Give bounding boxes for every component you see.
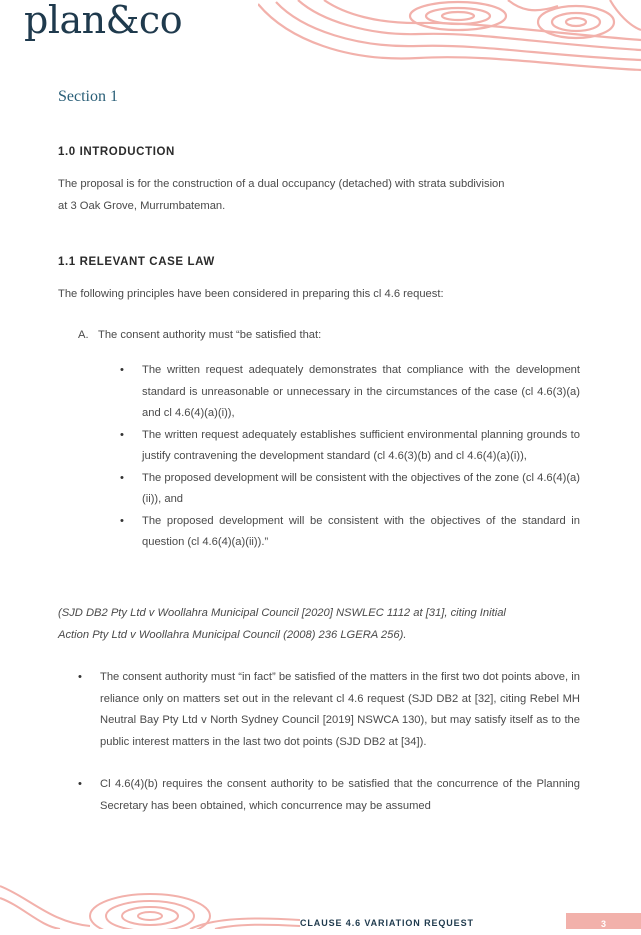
page-number: 3 xyxy=(566,913,641,929)
intro-paragraph xyxy=(58,174,584,217)
list-item: • The proposed development will be consistent with the objectives of the standard in question (cl 4.6(4)(a)(ii)).” xyxy=(120,511,580,554)
section-label: Section 1 xyxy=(58,88,118,105)
citation-line-2: Action Pty Ltd v Woollahra Municipal Council (2008) 236 LGERA 256). xyxy=(58,628,407,641)
list-item: • The consent authority must “in fact” be satisfied of the matters in the first two dot points above, in reliance only on matters set out in the relevant cl 4.6 request (SJD DB2 at [32], citing Rebel MH Neutral Bay Pty Ltd v North Sydney Council [2019] NSWCA 130), but may satisfy itself as to the public interest matters in the last two dot points (SJD DB2 at [34]). xyxy=(78,667,580,753)
list-marker: A. xyxy=(78,329,89,341)
case-law-heading: 1.1 RELEVANT CASE LAW xyxy=(58,256,215,268)
topographic-contour-decoration xyxy=(258,0,641,72)
intro-heading: 1.0 INTRODUCTION xyxy=(58,146,175,158)
footer-title: CLAUSE 4.6 VARIATION REQUEST xyxy=(300,918,474,928)
intro-line-1: The proposal is for the construction of a dual occupancy (detached) with strata subdivision xyxy=(58,178,505,190)
list-item-text: The consent authority must “be satisfied that: xyxy=(98,329,322,341)
citation-line-1: (SJD DB2 Pty Ltd v Woollahra Municipal Council [2020] NSWLEC 1112 at [31], citing Initial xyxy=(58,607,506,619)
sub-bullet-list xyxy=(120,360,580,554)
list-item-a xyxy=(78,329,321,341)
list-item: • The written request adequately demonstrates that compliance with the development standard is unreasonable or unnecessary in the circumstances of the case (cl 4.6(3)(a) and cl 4.6(4)(a)(i)), xyxy=(120,360,580,425)
list-item: • The proposed development will be consistent with the objectives of the zone (cl 4.6(4)(a)(ii)), and xyxy=(120,468,580,511)
intro-line-2: at 3 Oak Grove, Murrumbateman. xyxy=(58,199,226,212)
list-item: • Cl 4.6(4)(b) requires the consent authority to be satisfied that the concurrence of the Planning Secretary has been obtained, which concurrence may be assumed xyxy=(78,774,580,817)
list-item: • The written request adequately establishes sufficient environmental planning grounds to justify contravening the development standard (cl 4.6(3)(b) and cl 4.6(4)(a)(i)), xyxy=(120,425,580,468)
main-bullet-list xyxy=(78,667,580,817)
case-law-lead: The following principles have been considered in preparing this cl 4.6 request: xyxy=(58,288,444,300)
topographic-contour-decoration-footer xyxy=(0,876,300,929)
citation xyxy=(58,603,584,646)
plan-co-logo: plan&co xyxy=(24,0,183,42)
